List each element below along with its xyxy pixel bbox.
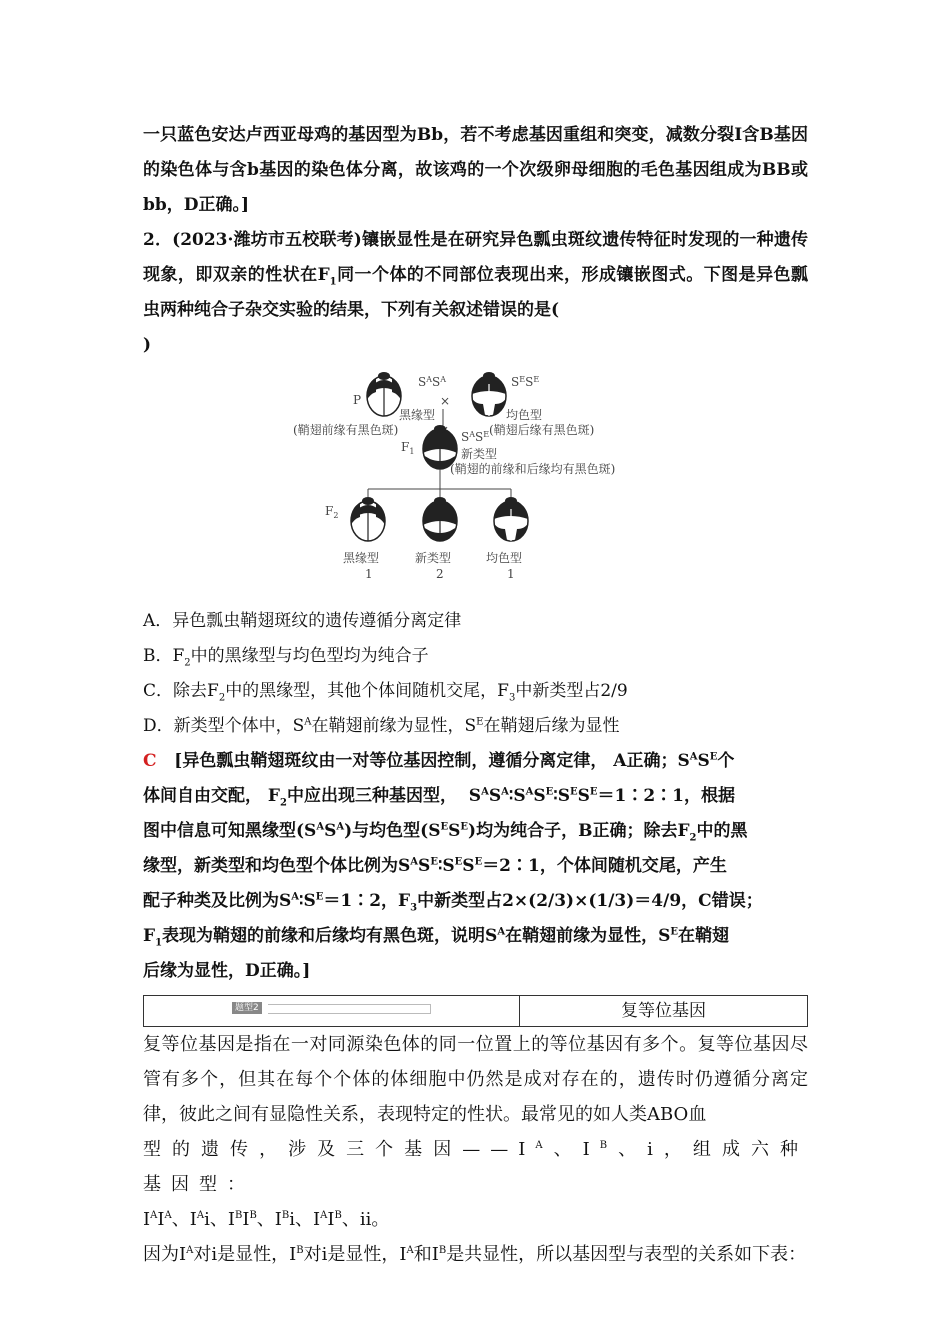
f2-type-2: 新类型 xyxy=(415,551,452,565)
answer-text: 中应出现三种基因型， xyxy=(286,786,457,806)
option-d-part: 在鞘翅后缘为显性 xyxy=(483,716,620,736)
body-text: 、ii。 xyxy=(341,1209,390,1230)
parent-uniform-beetle-icon xyxy=(472,372,506,416)
answer-text: )均为纯合子，B正确；除去F xyxy=(468,821,690,841)
topic-tag-line xyxy=(268,1004,431,1014)
option-d xyxy=(143,709,808,744)
parent-black-edge-beetle-icon xyxy=(367,372,401,416)
f1-type: 新类型 xyxy=(461,447,498,461)
option-a: A．异色瓢虫鞘翅斑纹的遗传遵循分离定律 xyxy=(143,611,462,631)
question-source: (2023·潍坊市五校联考) xyxy=(172,230,362,250)
topic-title: 复等位基因 xyxy=(621,1001,706,1021)
f2-uniform-beetle-icon xyxy=(494,497,528,541)
answer-text: 图中信息可知黑缘型(S xyxy=(143,821,317,841)
subscript: 2 xyxy=(184,657,191,669)
body-text: 和I xyxy=(413,1244,439,1265)
parent2-type: 均色型 xyxy=(506,408,543,422)
answer-text: 中的黑 xyxy=(696,821,748,841)
question-2-stem xyxy=(143,223,808,328)
genotype-p2: $S^ES^E$ xyxy=(511,375,540,389)
body-text: 、I xyxy=(552,1139,600,1160)
body-text: 、i，组成六种基因型： xyxy=(143,1139,808,1195)
topic-tag: 题型2 xyxy=(232,1002,262,1014)
body-paragraph-2: 型的遗传，涉及三个基因$——I^A$、$I^B$、i，组成六种基因型： xyxy=(143,1139,808,1195)
answer-text: ＝1∶2，F xyxy=(323,891,411,911)
f1-letter: F xyxy=(401,440,410,454)
parent2-note: (鞘翅后缘有黑色斑) xyxy=(489,423,595,437)
genotype-p1: $S^AS^A$ xyxy=(418,375,447,389)
body-text: 、I xyxy=(256,1209,282,1230)
stem-part: 同一个体的不同部位表现出来，形成镶嵌图式。下图是异色瓢虫两种纯合子杂交实验的结果，下列有关叙述错误的是( xyxy=(143,265,808,320)
body-text: 对i是显性，I xyxy=(193,1244,297,1265)
answer-text: 中新类型占2×(2/3)×(1/3)＝4/9，C错误； xyxy=(417,891,763,911)
answer-text: [异色瓢虫鞘翅斑纹由一对等位基因控制，遵循分离定律， A正确；S xyxy=(174,751,690,771)
body-text: I xyxy=(143,1209,151,1230)
stem-part: 镶嵌显性是在研究异色瓢虫斑纹遗传特征时发现的一种遗传现象，即双亲的性状在F xyxy=(143,230,808,285)
parent1-note: (鞘翅前缘有黑色斑) xyxy=(293,423,399,437)
label-f1 xyxy=(401,440,414,456)
hybrid-cross-figure xyxy=(143,371,808,596)
option-d-part: D．新类型个体中，S xyxy=(143,716,305,736)
f2-type-3: 均色型 xyxy=(486,551,523,565)
subscript: 3 xyxy=(508,692,516,704)
page xyxy=(143,118,808,1272)
f2-sub: 2 xyxy=(333,511,339,520)
f2-ratio-2: 2 xyxy=(436,567,444,581)
body-paragraph-3: $I^AI^A$、$I^Ai$、$I^BI^B$、$I^Bi$、$I^AI^B$、ii。 xyxy=(143,1209,390,1230)
topic-tag-cell xyxy=(144,996,520,1026)
question-number: 2． xyxy=(143,230,173,250)
body-paragraph-4: 因为$I^A$对i是显性，$I^B$对i是显性，$I^A$和$I^B$是共显性，所以基因型与表型的关系如下表： xyxy=(143,1244,807,1265)
option-c-part: 中新类型占2/9 xyxy=(515,681,628,701)
body-text: 、I xyxy=(171,1209,197,1230)
body-paragraph-1: 复等位基因是指在一对同源染色体的同一位置上的等位基因有多个。复等位基因尽管有多个，但其在每个个体的体细胞中仍然是成对存在的，遗传时仍遵循分离定律，彼此之间有显隐性关系，表现特定的性状。最常见的如人类ABO血 xyxy=(143,1034,808,1125)
cross-symbol: × xyxy=(440,394,451,408)
answer-text: 缘型，新类型和均色型个体比例为S xyxy=(143,856,411,876)
option-d-part: 在鞘翅前缘为显性，S xyxy=(311,716,477,736)
option-c-part: 中的黑缘型，其他个体间随机交尾，F xyxy=(225,681,509,701)
answer-explanation: C [异色瓢虫鞘翅斑纹由一对等位基因控制，遵循分离定律， A正确；$S^AS^E$个 体间自由交配， $F_2$中应出现三种基因型， $S^AS^A∶S^AS^E∶S^ES^E=1∶2∶1$，根据 图中信息可知黑缘型$(S^AS^A)$与均色型$(S^ES^E)$均为纯合子，B正确；除去$F_2$中的黑 缘型，新类型和均色型个体比例为$S^AS^E∶S^ES^E=2∶1$，个体间随机交尾，产生 配子种类及比例为$S^A∶S^E=1∶2$，$F_3$中新类型占2×(2/3)×(1/3)＝4/9，C错误； $F_1$表现为鞘翅的前缘和后缘均有黑色斑，说明$S^A$在鞘翅前缘为显性，$S^E$在鞘翅 后缘为显性，D正确。] xyxy=(143,744,808,989)
superscript: A xyxy=(304,716,312,728)
f2-black-edge-beetle-icon xyxy=(351,497,385,541)
paragraph-prev-answer: 一只蓝色安达卢西亚母鸡的基因型为Bb，若不考虑基因重组和突变，减数分裂Ⅰ含B基因的染色体与含b基因的染色体分离，故该鸡的一个次级卵母细胞的毛色基因组成为BB或bb，D正确。] xyxy=(143,125,808,215)
answer-text: 配子种类及比例为S xyxy=(143,891,292,911)
answer-text: 表现为鞘翅的前缘和后缘均有黑色斑，说明S xyxy=(162,926,498,946)
option-c-part: C．除去F xyxy=(143,681,219,701)
body-text: 是共显性，所以基因型与表型的关系如下表： xyxy=(446,1244,807,1265)
answer-text: ＝2∶1，个体间随机交尾，产生 xyxy=(482,856,727,876)
answer-text: )与均色型(S xyxy=(344,821,441,841)
option-c xyxy=(143,674,808,709)
f1-note: (鞘翅的前缘和后缘均有黑色斑) xyxy=(450,462,616,476)
body-text: 因为I xyxy=(143,1244,187,1265)
body-text: i、I xyxy=(204,1209,235,1230)
subscript: 2 xyxy=(218,692,226,704)
f2-ratio-3: 1 xyxy=(507,567,515,581)
answer-text: 体间自由交配， F xyxy=(143,786,280,806)
label-p: P xyxy=(353,393,362,407)
answer-text: F xyxy=(143,926,156,946)
cross-diagram-svg xyxy=(293,371,663,596)
question-2-stem-end: ) xyxy=(143,335,152,355)
option-b xyxy=(143,639,808,674)
f2-new-type-beetle-icon xyxy=(423,497,457,541)
body-text: 型的遗传，涉及三个基因——I xyxy=(143,1139,536,1160)
answer-text: 在鞘翅 xyxy=(678,926,729,946)
answer-text: 后缘为显性，D正确。] xyxy=(143,961,311,981)
parent1-type: 黑缘型 xyxy=(399,408,436,422)
f2-ratio-1: 1 xyxy=(365,567,373,581)
superscript: E xyxy=(476,716,484,728)
genotype-f1: $S^AS^E$ xyxy=(461,430,490,444)
topic-header-box xyxy=(143,995,808,1027)
f2-letter: F xyxy=(325,504,334,518)
body-text: i、I xyxy=(289,1209,321,1230)
multiple-alleles-section xyxy=(143,1027,808,1272)
option-b-part: B．F xyxy=(143,646,185,666)
option-b-part: 中的黑缘型与均色型均为纯合子 xyxy=(190,646,429,666)
body-text: 对i是显性，I xyxy=(303,1244,407,1265)
f2-type-1: 黑缘型 xyxy=(343,551,380,565)
label-f2 xyxy=(325,504,338,520)
answer-letter: C xyxy=(143,751,157,771)
answer-text: 在鞘翅前缘为显性，S xyxy=(505,926,671,946)
f1-sub: 1 xyxy=(409,447,415,456)
subscript: 1 xyxy=(329,276,337,288)
